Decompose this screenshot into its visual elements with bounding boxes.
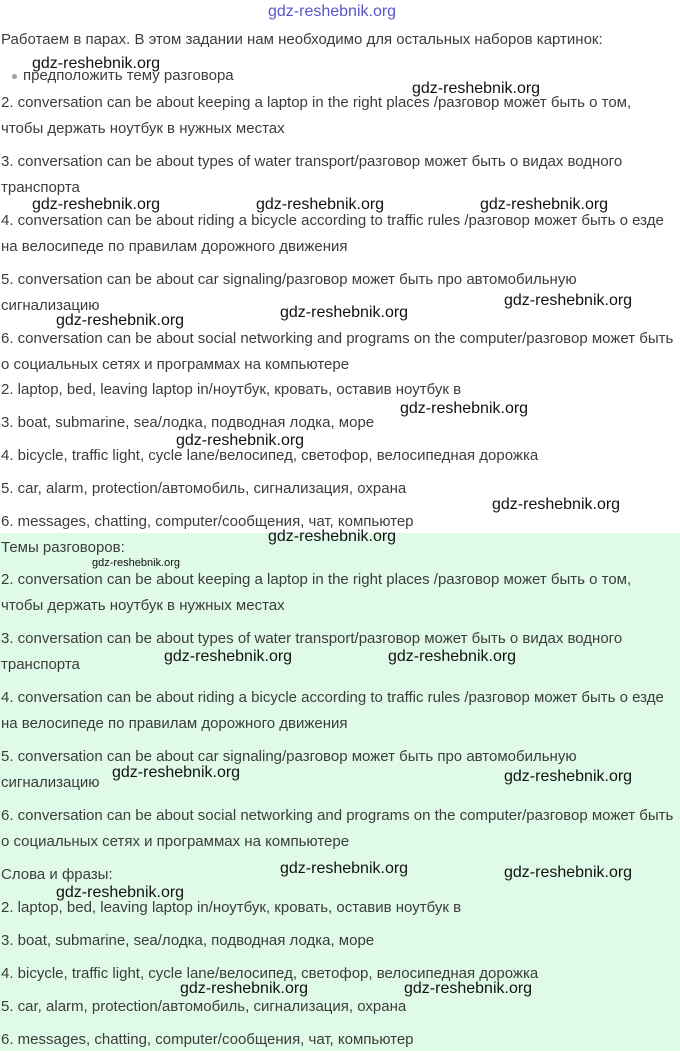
watermark: gdz-reshebnik.org [504,864,633,881]
bullet-text: предположить тему разговора [23,67,234,84]
words-2-5: 5. car, alarm, protection/автомобиль, сигнализация, охрана [1,998,407,1015]
watermark: gdz-reshebnik.org [492,496,621,513]
words-1-3: 3. boat, submarine, sea/лодка, подводная лодка, море [1,414,375,431]
topic-2-4: 4. conversation can be about riding a bicycle according to traffic rules /разговор может быть о езде на велосипеде по правилам дорожного движения [1,689,664,732]
topic-2-6: 6. conversation can be about social networking and programs on the computer/разговор может быть о социальных сетях и программах на компьютере [1,807,674,850]
topic-2-2: 2. conversation can be about keeping a laptop in the right places /разговор может быть о том, чтобы держать ноутбук в нужных местах [1,571,632,614]
words-1-6: 6. messages, chatting, computer/сообщения, чат, компьютер [1,513,414,530]
watermark: gdz-reshebnik.org [400,400,529,417]
topic-1-3: 3. conversation can be about types of water transport/разговор может быть о видах водного транспорта [1,153,623,196]
topic-2-5: 5. conversation can be about car signaling/разговор может быть про автомобильную сигнализацию [1,748,577,791]
watermark: gdz-reshebnik.org [280,860,409,877]
intro-text: Работаем в парах. В этом задании нам необходимо для остальных наборов картинок: [1,31,603,48]
words-1-5: 5. car, alarm, protection/автомобиль, сигнализация, охрана [1,480,407,497]
bullet-dot-icon [12,74,17,79]
watermark: gdz-reshebnik.org [112,764,241,781]
words-1-2: 2. laptop, bed, leaving laptop in/ноутбук, кровать, оставив ноутбук в [1,381,462,398]
watermark: gdz-reshebnik.org [32,55,161,72]
watermark: gdz-reshebnik.org [56,884,185,901]
watermark: gdz-reshebnik.org [504,768,633,785]
words-2-2: 2. laptop, bed, leaving laptop in/ноутбук, кровать, оставив ноутбук в [1,899,462,916]
watermark: gdz-reshebnik.org [180,980,309,997]
watermark: gdz-reshebnik.org [268,528,397,545]
topic-1-5: 5. conversation can be about car signaling/разговор может быть про автомобильную сигнализацию [1,271,577,314]
watermark: gdz-reshebnik.org [92,557,181,569]
topic-1-2: 2. conversation can be about keeping a laptop in the right places /разговор может быть о том, чтобы держать ноутбук в нужных местах [1,94,632,137]
watermark: gdz-reshebnik.org [176,432,305,449]
watermark: gdz-reshebnik.org [404,980,533,997]
watermark: gdz-reshebnik.org [388,648,517,665]
watermark: gdz-reshebnik.org [164,648,293,665]
watermark: gdz-reshebnik.org [56,312,185,329]
words-2-4: 4. bicycle, traffic light, cycle lane/велосипед, светофор, велосипедная дорожка [1,965,539,982]
topics-heading: Темы разговоров: [1,539,125,556]
topic-1-4: 4. conversation can be about riding a bicycle according to traffic rules /разговор может быть о езде на велосипеде по правилам дорожного движения [1,212,664,255]
watermark: gdz-reshebnik.org [32,196,161,213]
words-2-3: 3. boat, submarine, sea/лодка, подводная лодка, море [1,932,375,949]
watermark: gdz-reshebnik.org [504,292,633,309]
topic-1-6: 6. conversation can be about social networking and programs on the computer/разговор может быть о социальных сетях и программах на компьютере [1,330,674,373]
watermark: gdz-reshebnik.org [480,196,609,213]
watermark: gdz-reshebnik.org [256,196,385,213]
watermark: gdz-reshebnik.org [412,80,541,97]
topic-2-3: 3. conversation can be about types of water transport/разговор может быть о видах водного транспорта [1,630,623,673]
watermark: gdz-reshebnik.org [268,3,397,20]
words-2-6: 6. messages, chatting, computer/сообщения, чат, компьютер [1,1031,414,1048]
words-heading: Слова и фразы: [1,866,113,883]
words-1-4: 4. bicycle, traffic light, cycle lane/велосипед, светофор, велосипедная дорожка [1,447,539,464]
watermark: gdz-reshebnik.org [280,304,409,321]
